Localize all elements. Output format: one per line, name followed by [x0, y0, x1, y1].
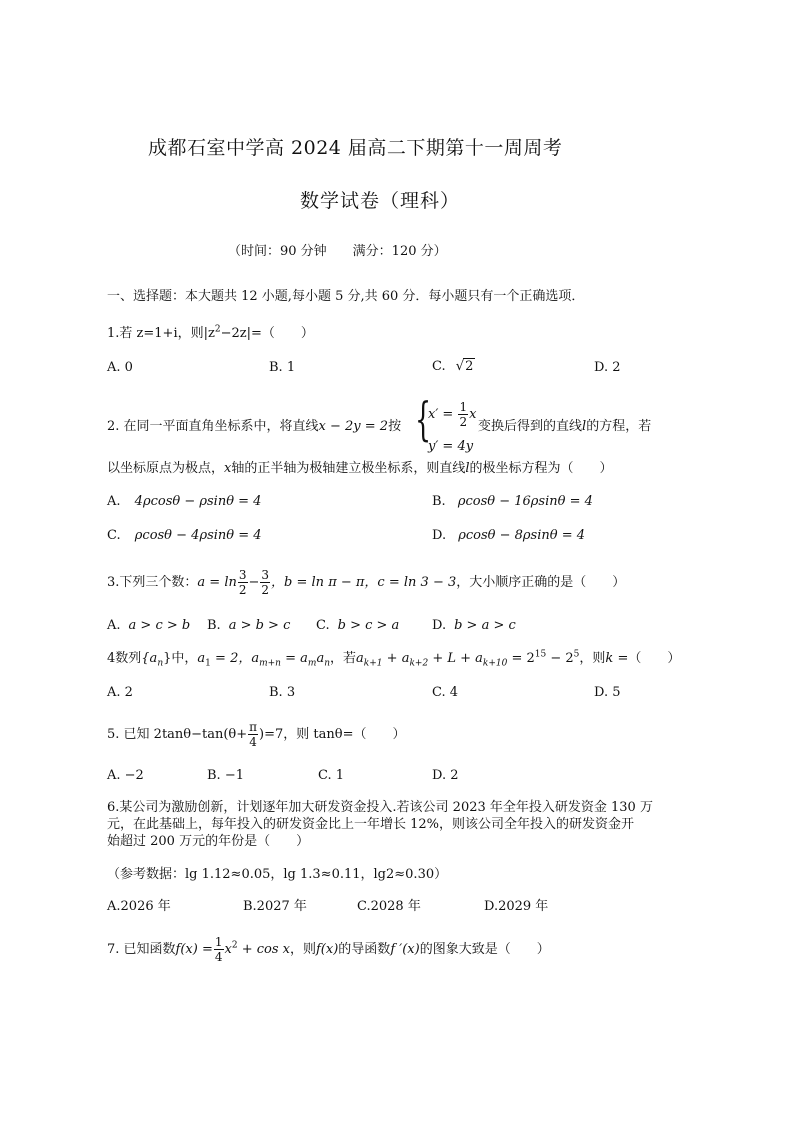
q4-k-var: k — [605, 651, 614, 666]
q2-sys1-var: x — [469, 407, 477, 422]
q2-option-b[interactable] — [432, 494, 593, 510]
exam-subtitle: 数学试卷（理科） — [300, 190, 461, 212]
q2-sys1-lhs: x′ = — [428, 407, 454, 422]
q6-option-d[interactable]: D.2029 年 — [484, 899, 549, 914]
exam-title: 成都石室中学高 2024 届高二下期第十一周周考 — [148, 137, 563, 159]
q7-stem-part: 7. 已知函数 — [107, 942, 176, 957]
q4-amn: ，a — [238, 651, 260, 666]
q2-line-equation: x − 2y = 2 — [318, 419, 389, 434]
q2-stem-continued — [478, 419, 651, 435]
q5-stem-part: )=7，则 tanθ=（ ） — [259, 727, 406, 742]
subscript: m+n — [259, 658, 281, 669]
question-1-stem: 1.若 z=1+i，则$|z^2-2z|=$（ ） — [107, 324, 314, 341]
q5-option-a[interactable]: A. −2 — [107, 768, 144, 783]
subscript: 1 — [205, 658, 211, 669]
fraction-numerator: 3 — [261, 568, 270, 582]
fraction-denominator: 2 — [261, 583, 270, 597]
q2-sys1-fraction — [458, 400, 468, 429]
q1-option-c-radicand: 2 — [465, 359, 474, 374]
q1-stem-part: −2z|=（ ） — [220, 326, 314, 341]
question-4-stem — [107, 651, 680, 667]
q4-option-b[interactable]: B. 3 — [269, 685, 296, 700]
q4-sum-minus: − 2 — [546, 651, 574, 666]
q3-option-a[interactable] — [107, 618, 190, 634]
q7-fraction — [214, 935, 224, 964]
superscript: 5 — [573, 649, 580, 660]
question-2-stem — [107, 419, 401, 435]
q3-option-b-text: a > b > c — [228, 618, 291, 633]
time-info: （时间：90 分钟 满分：120 分） — [228, 244, 447, 259]
question-5-stem — [107, 718, 405, 752]
q2-system-row1 — [428, 400, 476, 429]
q4-sum: + a — [382, 651, 410, 666]
q3-option-b[interactable] — [207, 618, 290, 634]
q4-seq: {a — [141, 651, 158, 666]
q3-option-c-label: C. — [316, 618, 330, 633]
sqrt-sign: √ — [455, 359, 465, 374]
q7-stem-part: 的图象大致是（ ） — [419, 942, 550, 957]
q2-stem-line2 — [107, 461, 613, 477]
superscript: 2 — [231, 940, 238, 951]
q7-fx2: f(x) — [316, 942, 339, 957]
fraction-numerator: π — [249, 720, 258, 734]
subscript: k+1 — [363, 658, 383, 669]
q7-x2: x — [224, 942, 232, 957]
q6-option-a[interactable]: A.2026 年 — [107, 899, 171, 914]
q6-stem-line1: 6.某公司为激励创新，计划逐年加大研发资金投入.若该公司 2023 年全年投入研发资金 130 万 — [107, 800, 653, 815]
q4-option-c[interactable]: C. 4 — [432, 685, 459, 700]
q2-option-a-label: A. — [107, 494, 121, 509]
q2-x-var: x — [224, 461, 232, 476]
q2-stem-part: 的方程，若 — [586, 419, 652, 434]
q4-option-a[interactable]: A. 2 — [107, 685, 133, 700]
q3-b-c-part: ，b = ln π − π，c = ln 3 − 3 — [271, 575, 457, 590]
q2-option-b-label: B. — [432, 494, 446, 509]
question-7-stem — [107, 933, 550, 967]
q3-stem-part: 3.下列三个数： — [107, 575, 198, 590]
q7-stem-part: ，则 — [289, 942, 316, 957]
q3-option-d-text: b > a > c — [454, 618, 516, 633]
q2-system-row2: y′ = 4y — [428, 439, 474, 454]
q2-option-d-label: D. — [432, 528, 447, 543]
q5-option-d[interactable]: D. 2 — [432, 768, 459, 783]
q4-sum-eq: = 2 — [507, 651, 535, 666]
q4-stem-part: 中， — [171, 651, 198, 666]
superscript: 15 — [534, 649, 547, 660]
q1-option-b[interactable]: B. 1 — [269, 360, 296, 375]
q4-stem-part: ，若 — [330, 651, 357, 666]
subscript: n — [324, 658, 331, 669]
q4-option-d[interactable]: D. 5 — [594, 685, 621, 700]
section-heading: 一、选择题：本大题共 12 小题,每小题 5 分,共 60 分．每小题只有一个正确选项． — [107, 289, 585, 304]
q1-stem-part: 1.若 z=1+i，则|z — [107, 326, 215, 341]
q6-stem-line3: 始超过 200 万元的年份是（ ） — [107, 834, 310, 849]
q1-option-a[interactable]: A. 0 — [107, 360, 133, 375]
q2-option-b-text: ρcosθ − 16ρsinθ = 4 — [457, 494, 593, 509]
q7-stem-part: 的导函数 — [338, 942, 391, 957]
q2-stem-part: 2. 在同一平面直角坐标系中，将直线 — [107, 419, 319, 434]
q5-option-b[interactable]: B. −1 — [207, 768, 244, 783]
q3-option-d[interactable] — [432, 618, 516, 634]
q4-a1-val: = 2 — [210, 651, 239, 666]
q7-fx: f(x) = — [175, 942, 213, 957]
q6-reference-data: （参考数据：lg 1.12≈0.05，lg 1.3≈0.11，lg2≈0.30） — [107, 867, 448, 882]
q2-option-c[interactable] — [107, 528, 262, 544]
q5-option-c[interactable]: C. 1 — [318, 768, 345, 783]
fraction-denominator: 2 — [459, 415, 468, 429]
q2-option-c-text: ρcosθ − 4ρsinθ = 4 — [134, 528, 262, 543]
subscript: n — [157, 658, 164, 669]
q2-stem-part: 以坐标原点为极点， — [107, 461, 225, 476]
q3-stem-part: ，大小顺序正确的是（ ） — [456, 575, 626, 590]
q2-l-var: l — [465, 461, 470, 476]
fraction-denominator: 4 — [214, 950, 223, 964]
q3-option-c-text: b > c > a — [337, 618, 400, 633]
q4-an: a — [316, 651, 325, 666]
q4-amn-eq: = a — [280, 651, 308, 666]
q6-stem-line2: 元，在此基础上，每年投入的研发资金比上一年增长 12%，则该公司全年投入的研发资金开 — [107, 817, 635, 832]
fraction-denominator: 4 — [249, 735, 257, 749]
q3-option-c[interactable] — [316, 618, 399, 634]
q3-option-a-text: a > c > b — [128, 618, 191, 633]
fraction-numerator: 3 — [238, 568, 247, 582]
q2-option-d[interactable] — [432, 528, 585, 544]
q4-a1: a — [197, 651, 206, 666]
fraction-numerator: 1 — [214, 935, 223, 949]
subscript: k+2 — [409, 658, 429, 669]
minus-sign: − — [248, 575, 260, 590]
q1-option-c[interactable] — [432, 358, 475, 375]
q4-stem-part: =（ ） — [613, 651, 681, 666]
q2-option-c-label: C. — [107, 528, 121, 543]
q6-option-b[interactable]: B.2027 年 — [243, 899, 307, 914]
fraction-numerator: 1 — [459, 400, 468, 414]
q4-sum: + L + a — [428, 651, 483, 666]
q1-option-c-label: C. — [432, 359, 446, 374]
q2-stem-part: 轴的正半轴为极轴建立极坐标系，则直线 — [231, 461, 466, 476]
q3-option-d-label: D. — [432, 618, 447, 633]
subscript: m — [307, 658, 317, 669]
q2-option-a[interactable] — [107, 494, 261, 510]
q3-fraction-2 — [260, 568, 270, 597]
q2-option-a-text: 4ρcosθ − ρsinθ = 4 — [134, 494, 262, 509]
q3-a-eq: a = ln — [197, 575, 237, 590]
q2-l-var: l — [582, 419, 587, 434]
question-3-stem — [107, 566, 625, 600]
q2-stem-part: 的极坐标方程为（ ） — [469, 461, 613, 476]
subscript: k+10 — [482, 658, 508, 669]
q2-stem-part: 变换后得到的直线 — [478, 419, 583, 434]
q2-stem-part: 按 — [388, 419, 402, 434]
q5-fraction — [248, 720, 258, 749]
q4-sum: a — [356, 651, 364, 666]
q4-seq-close: } — [163, 651, 172, 666]
q3-option-a-label: A. — [107, 618, 121, 633]
q1-option-d[interactable]: D. 2 — [594, 360, 621, 375]
q3-fraction-1 — [238, 568, 248, 597]
q2-option-d-text: ρcosθ − 8ρsinθ = 4 — [458, 528, 586, 543]
q4-stem-part: 4数列 — [107, 651, 142, 666]
q6-option-c[interactable]: C.2028 年 — [357, 899, 421, 914]
q3-option-b-label: B. — [207, 618, 221, 633]
q7-rest: + cos x — [237, 942, 290, 957]
q7-fpx: f ′(x) — [390, 942, 420, 957]
q4-stem-part: ，则 — [579, 651, 606, 666]
system-brace: { — [415, 392, 432, 446]
q5-stem-part: 5. 已知 2tanθ−tan(θ+ — [107, 727, 248, 742]
fraction-denominator: 2 — [238, 583, 247, 597]
